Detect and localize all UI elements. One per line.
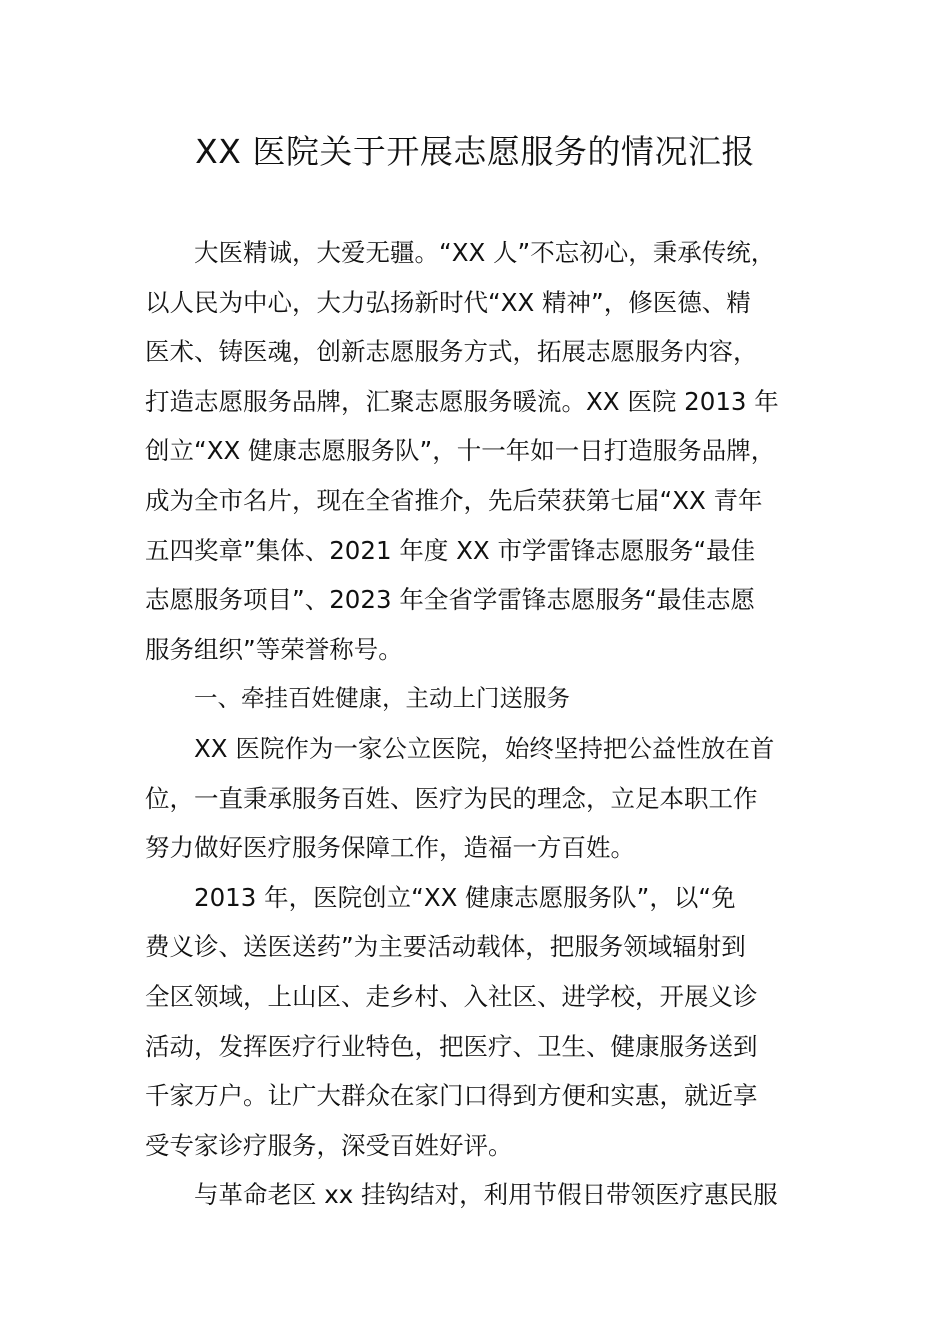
paragraph-line: 努力做好医疗服务保障工作，造福一方百姓。: [145, 833, 635, 863]
paragraph-line: 创立“XX 健康志愿服务队”，十一年如一日打造服务品牌，: [145, 436, 776, 466]
document-title: XX 医院关于开展志愿服务的情况汇报: [195, 132, 755, 171]
paragraph-line: 千家万户。让广大群众在家门口得到方便和实惠，就近享: [145, 1081, 758, 1111]
paragraph-line: 医术、铸医魂，创新志愿服务方式，拓展志愿服务内容，: [145, 337, 758, 367]
paragraph-line: 服务组织”等荣誉称号。: [145, 634, 403, 664]
paragraph-line: 费义诊、送医送药”为主要活动载体，把服务领域辐射到: [145, 932, 746, 962]
paragraph-line: 打造志愿服务品牌，汇聚志愿服务暖流。XX 医院 2013 年: [145, 386, 779, 416]
document-body: [145, 228, 835, 1220]
paragraph-line: 全区领域，上山区、走乡村、入社区、进学校，开展义诊: [145, 981, 758, 1011]
paragraph-line: 大医精诚，大爱无疆。“XX 人”不忘初心，秉承传统，: [194, 238, 776, 267]
paragraph-line: 活动，发挥医疗行业特色，把医疗、卫生、健康服务送到: [145, 1031, 758, 1061]
paragraph-line: 成为全市名片，现在全省推介，先后荣获第七届“XX 青年: [145, 485, 763, 515]
paragraph-line: 受专家诊疗服务，深受百姓好评。: [145, 1130, 513, 1160]
paragraph-line: 五四奖章”集体、2021 年度 XX 市学雷锋志愿服务“最佳: [145, 535, 756, 565]
paragraph-line: XX 医院作为一家公立医院，始终坚持把公益性放在首: [194, 733, 775, 763]
paragraph-line: 2013 年，医院创立“XX 健康志愿服务队”，以“免: [194, 882, 736, 912]
paragraph-line: 志愿服务项目”、2023 年全省学雷锋志愿服务“最佳志愿: [145, 585, 756, 615]
paragraph-line: 与革命老区 xx 挂钩结对，利用节假日带领医疗惠民服: [194, 1180, 778, 1210]
section-heading: 一、牵挂百姓健康，主动上门送服务: [194, 684, 570, 713]
paragraph-line: 以人民为中心，大力弘扬新时代“XX 精神”，修医德、精: [145, 287, 751, 317]
paragraph-line: 位，一直秉承服务百姓、医疗为民的理念，立足本职工作: [145, 783, 758, 813]
